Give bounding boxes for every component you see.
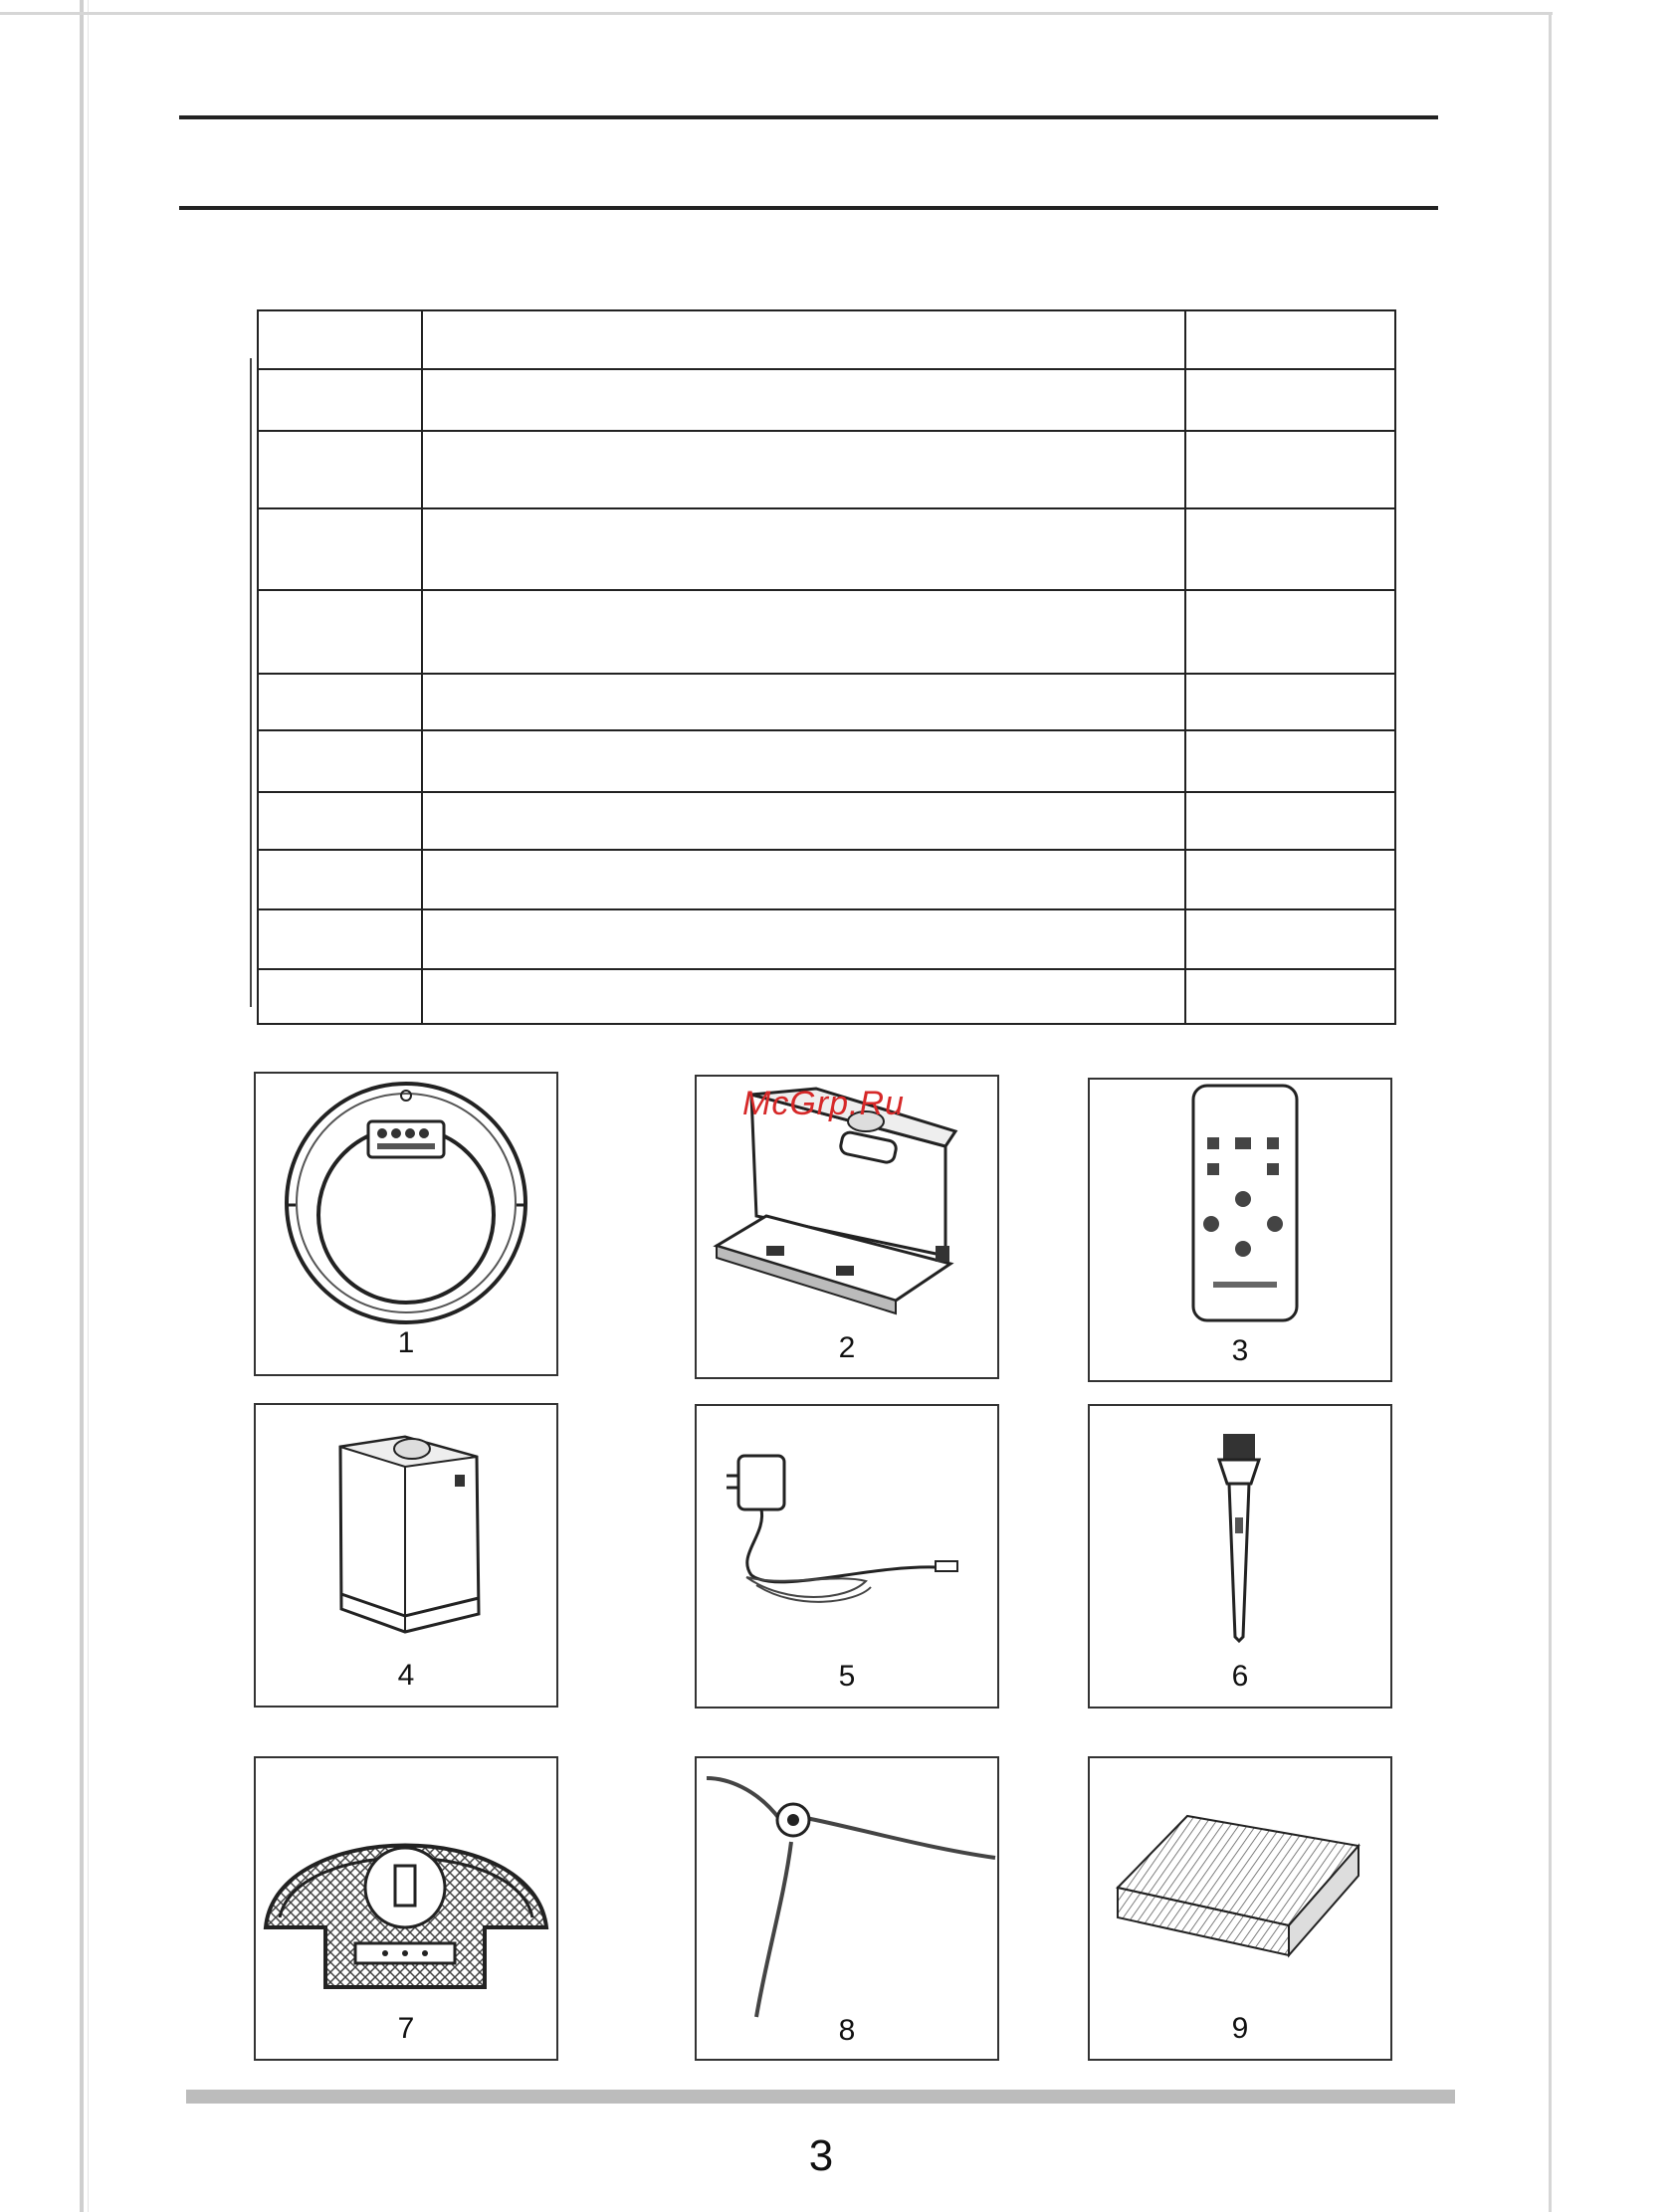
table-cell (422, 310, 1185, 369)
table-cell (1185, 431, 1395, 508)
figure-label: 1 (397, 1326, 415, 1359)
table-cell (1185, 310, 1395, 369)
figure-panel-9 (1088, 1756, 1392, 2061)
figure-label: 4 (397, 1659, 415, 1692)
table-cell (258, 508, 422, 590)
table-cell (422, 590, 1185, 674)
figure-label: 7 (397, 2012, 415, 2045)
table-row (258, 730, 1395, 792)
figure-panel-3 (1088, 1078, 1392, 1382)
header-rule-bottom (179, 206, 1438, 210)
table-cell (422, 508, 1185, 590)
table-cell (1185, 792, 1395, 850)
table-row (258, 792, 1395, 850)
parts-table (257, 309, 1396, 1025)
table-cell (1185, 508, 1395, 590)
watermark: McGrp.Ru (742, 1085, 905, 1122)
table-cell (422, 369, 1185, 431)
figure-panel-5 (695, 1404, 999, 1709)
table-cell (258, 730, 422, 792)
table-cell (258, 909, 422, 969)
page-edge (1549, 12, 1552, 2212)
table-row (258, 969, 1395, 1024)
table-cell (258, 369, 422, 431)
table-cell (1185, 730, 1395, 792)
table-cell (1185, 909, 1395, 969)
table-row (258, 508, 1395, 590)
table-cell (258, 792, 422, 850)
table-cell (1185, 590, 1395, 674)
page-edge (80, 0, 84, 2212)
table-cell (258, 431, 422, 508)
table-cell (258, 674, 422, 730)
table-header-row (258, 310, 1395, 369)
header-rule-top (179, 115, 1438, 119)
footer-bar (186, 2090, 1455, 2104)
table-cell (1185, 674, 1395, 730)
table-cell (258, 590, 422, 674)
table-cell (422, 431, 1185, 508)
table-cell (1185, 969, 1395, 1024)
figure-label: 9 (1231, 2012, 1249, 2045)
table-cell (422, 730, 1185, 792)
figure-panel-1 (254, 1072, 558, 1376)
table-cell (258, 850, 422, 909)
table-row (258, 431, 1395, 508)
table-row (258, 369, 1395, 431)
table-cell (422, 792, 1185, 850)
table-cell (258, 969, 422, 1024)
table-cell (258, 310, 422, 369)
table-cell (422, 850, 1185, 909)
table-cell (1185, 369, 1395, 431)
table-cell (422, 969, 1185, 1024)
table-row (258, 909, 1395, 969)
figure-panel-6 (1088, 1404, 1392, 1709)
figure-panel-8 (695, 1756, 999, 2061)
figure-panel-7 (254, 1756, 558, 2061)
figure-label: 5 (838, 1660, 856, 1693)
table-cell (422, 674, 1185, 730)
table-row (258, 590, 1395, 674)
table-row (258, 674, 1395, 730)
figure-label: 2 (838, 1331, 856, 1364)
table-cell (422, 909, 1185, 969)
figure-label: 3 (1231, 1334, 1249, 1367)
page-number: 3 (808, 2131, 834, 2180)
figure-label: 6 (1231, 1660, 1249, 1693)
figure-label: 8 (838, 2014, 856, 2047)
table-cell (1185, 850, 1395, 909)
figure-panel-4 (254, 1403, 558, 1708)
page-edge (88, 0, 89, 2212)
page-edge (0, 12, 1553, 15)
table-row (258, 850, 1395, 909)
margin-mark (250, 358, 252, 1007)
